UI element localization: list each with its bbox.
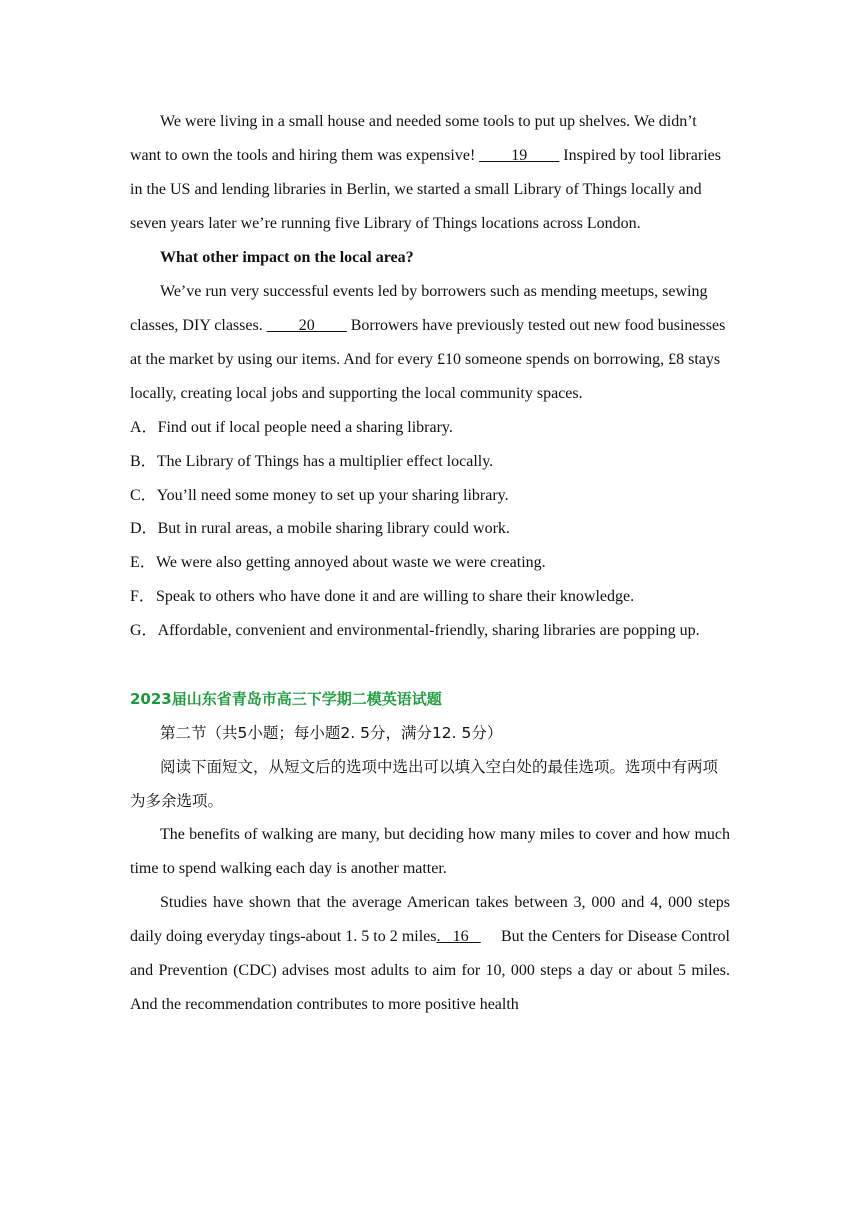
option-text: You’ll need some money to set up your sharing library. <box>156 486 509 504</box>
option-text: Speak to others who have done it and are willing to share their knowledge. <box>156 587 635 605</box>
paragraph-text: We’ve run very successful events led by borrowers such as mending meetups, sewing classes, DIY classes. <box>130 283 708 334</box>
paragraph-text: But the Centers for Disease Control and Prevention (CDC) advises most adults to aim for 10, 000 steps a day or about 5 miles. And the recommendation contributes to more positive health <box>130 927 735 1013</box>
options-list <box>130 411 730 648</box>
option-f <box>130 580 730 614</box>
option-letter: F． <box>130 587 155 605</box>
passage1-paragraph-1 <box>130 105 730 241</box>
paragraph-text: We were living in a small house and needed some tools to put up shelves. We didn’t want to own the tools and hiring them was expensive! <box>130 113 697 164</box>
subheading: What other impact on the local area? <box>160 249 414 266</box>
option-letter: B． <box>130 452 157 470</box>
option-g <box>130 614 730 648</box>
instruction-text: 阅读下面短文，从短文后的选项中选出可以填入空白处的最佳选项。选项中有两项为多余选项。 <box>130 757 719 810</box>
option-d <box>130 512 730 546</box>
option-letter: D． <box>130 520 158 538</box>
option-text: But in rural areas, a mobile sharing library could work. <box>157 520 510 538</box>
option-letter: C． <box>130 486 157 504</box>
option-letter: A． <box>130 419 158 436</box>
section-label: 第二节（共5小题；每小题2. 5分，满分12. 5分） <box>160 723 503 742</box>
paragraph-text: Studies have shown that the average American takes between 3, 000 and 4, 000 steps daily doing everyday tings-about 1. 5 to 2 miles <box>130 893 730 945</box>
passage1-paragraph-2 <box>130 275 730 411</box>
passage2-paragraph-2 <box>130 886 735 1022</box>
blank-19: ____19____ <box>479 147 560 164</box>
option-text: The Library of Things has a multiplier effect locally. <box>156 452 494 470</box>
blank-20: ____20____ <box>266 317 347 334</box>
option-text: We were also getting annoyed about waste we were creating. <box>156 554 546 572</box>
option-c <box>130 479 730 513</box>
paragraph-text: Inspired by tool libraries in the US and lending libraries in Berlin, we started a small Library of Things locally and seven years later we’re running five Library of Things locations across London. <box>130 147 722 232</box>
passage2-paragraph-1: The benefits of walking are many, but deciding how many miles to cover and how much time to spend walking each day is another matter. <box>130 825 730 877</box>
source-heading: 2023届山东省青岛市高三下学期二模英语试题 <box>130 689 442 708</box>
option-letter: E． <box>130 554 156 572</box>
paragraph-text: Borrowers have previously tested out new food businesses at the market by using our items. And for every £10 someone spends on borrowing, £8 stays locally, creating local jobs and supporting the local community spaces. <box>130 317 726 402</box>
option-b <box>130 445 730 479</box>
option-text: Affordable, convenient and environmental-friendly, sharing libraries are popping up. <box>157 621 700 639</box>
option-e <box>130 546 730 580</box>
document-content <box>130 105 735 1022</box>
option-a <box>130 411 730 445</box>
blank-16: . 16 <box>436 927 481 945</box>
option-letter: G． <box>130 621 158 639</box>
option-text: Find out if local people need a sharing library. <box>157 419 453 436</box>
